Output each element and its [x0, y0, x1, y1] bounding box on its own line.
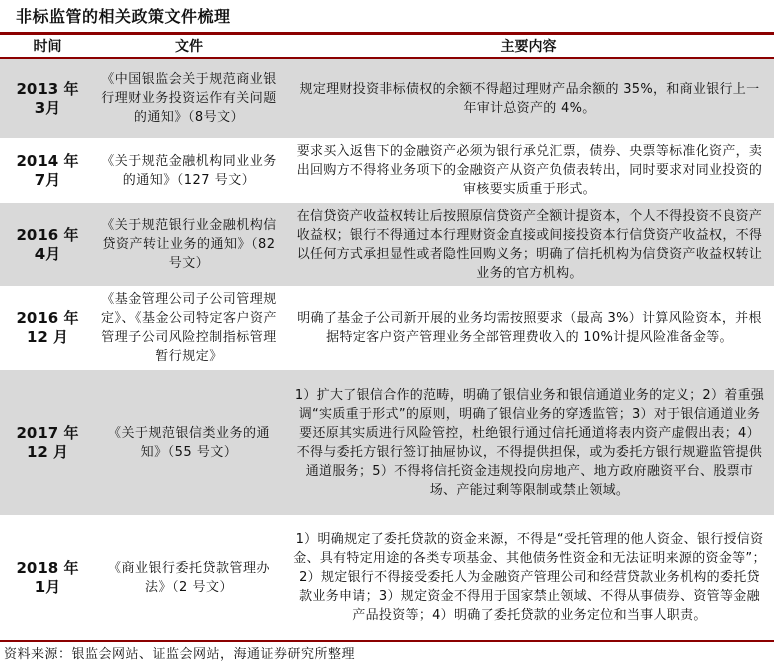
file-cell: 《中国银监会关于规范商业银行理财业务投资运作有关问题的通知》（8号文）	[101, 72, 277, 125]
table-body	[0, 59, 774, 640]
table-row	[0, 287, 774, 370]
time-month: 12 月	[26, 328, 69, 346]
bottom-rule	[0, 640, 774, 642]
time-cell	[0, 59, 95, 138]
time-year: 2016 年	[16, 225, 79, 244]
source-note: 资料来源：银监会网站、证监会网站，海通证券研究所整理	[4, 647, 356, 662]
content-cell: 规定理财投资非标债权的余额不得超过理财产品余额的 35%，和商业银行上一年审计总资产的 4%。	[299, 81, 760, 116]
table-row	[0, 516, 774, 640]
time-cell	[0, 139, 95, 202]
header-file: 文件	[175, 39, 203, 55]
time-cell	[0, 370, 95, 515]
table-row	[0, 59, 774, 139]
time-year: 2014 年	[16, 151, 79, 170]
time-month: 3月	[34, 98, 61, 117]
header-time: 时间	[33, 39, 62, 55]
file-cell: 《关于规范银信类业务的通知》（55 号文）	[107, 425, 270, 460]
time-year: 2018 年	[16, 558, 79, 577]
file-cell: 《关于规范银行业金融机构信贷资产转让业务的通知》（82 号文）	[101, 218, 277, 271]
time-year: 2016 年	[16, 309, 79, 327]
table-row	[0, 203, 774, 287]
time-month: 7月	[34, 170, 61, 189]
time-month: 12 月	[26, 442, 69, 461]
time-month: 1月	[34, 577, 61, 596]
time-year: 2017 年	[16, 423, 79, 442]
time-month: 4月	[34, 244, 61, 263]
table-row	[0, 370, 774, 516]
content-cell: 明确了基金子公司新开展的业务均需按照要求（最高 3%）计算风险资本，并根据特定客户资产管理业务全部管理费收入的 10%计提风险准备金等。	[297, 311, 762, 345]
time-cell	[0, 516, 95, 639]
content-cell: 1）扩大了银信合作的范畴，明确了银信业务和银信通道业务的定义；2）着重强调“实质重于形式”的原则，明确了银信业务的穿透监管；3）对于银信通道业务要还原其实质进行风险管控，杜绝银行通过信托通道将表内资产虚假出表；4）不得与委托方银行签订抽屉协议，不得提供担保，或为委托方银行规避监管提供通道服务；5）不得将信托资金违规投向房地产、地方政府融资平台、股票市场、产能过剩等限制或禁止领域。	[294, 387, 765, 498]
table-title: 非标监管的相关政策文件梳理	[16, 7, 231, 26]
file-cell: 《关于规范金融机构同业业务的通知》（127 号文）	[101, 153, 277, 188]
content-cell: 在信贷资产收益权转让后按照原信贷资产全额计提资本，个人不得投资不良资产收益权；银行不得通过本行理财资金直接或间接投资本行信贷资产收益权，不得以任何方式承担显性或者隐性回购义务；明确了信托机构为信贷资产收益权转让业务的官方机构。	[296, 208, 763, 281]
header-content: 主要内容	[500, 39, 557, 55]
time-cell	[0, 287, 95, 369]
time-year: 2013 年	[16, 79, 79, 98]
table-header	[0, 35, 774, 57]
content-cell: 要求买入返售下的金融资产必须为银行承兑汇票，债券、央票等标准化资产，卖出回购方不得将业务项下的金融资产从资产负债表转出，同时要求对同业投资的审核要实质重于形式。	[296, 144, 763, 197]
file-cell: 《商业银行委托贷款管理办法》（2 号文）	[107, 560, 270, 595]
time-cell	[0, 203, 95, 286]
content-cell: 1）明确规定了委托贷款的资金来源，不得是“受托管理的他人资金、银行授信资金、具有特定用途的各类专项基金、其他债务性资金和无法证明来源的资金等”；2）规定银行不得接受委托人为金融资产管理公司和经营贷款业务机构的委托贷款业务申请；3）规定资金不得用于国家禁止领域、不得从事债券、资管等金融产品投资等；4）明确了委托贷款的业务定位和当事人职责。	[293, 532, 766, 623]
file-cell: 《基金管理公司子公司管理规定》、《基金公司特定客户资产管理子公司风险控制指标管理暂行规定》	[101, 292, 278, 364]
table-row	[0, 139, 774, 203]
